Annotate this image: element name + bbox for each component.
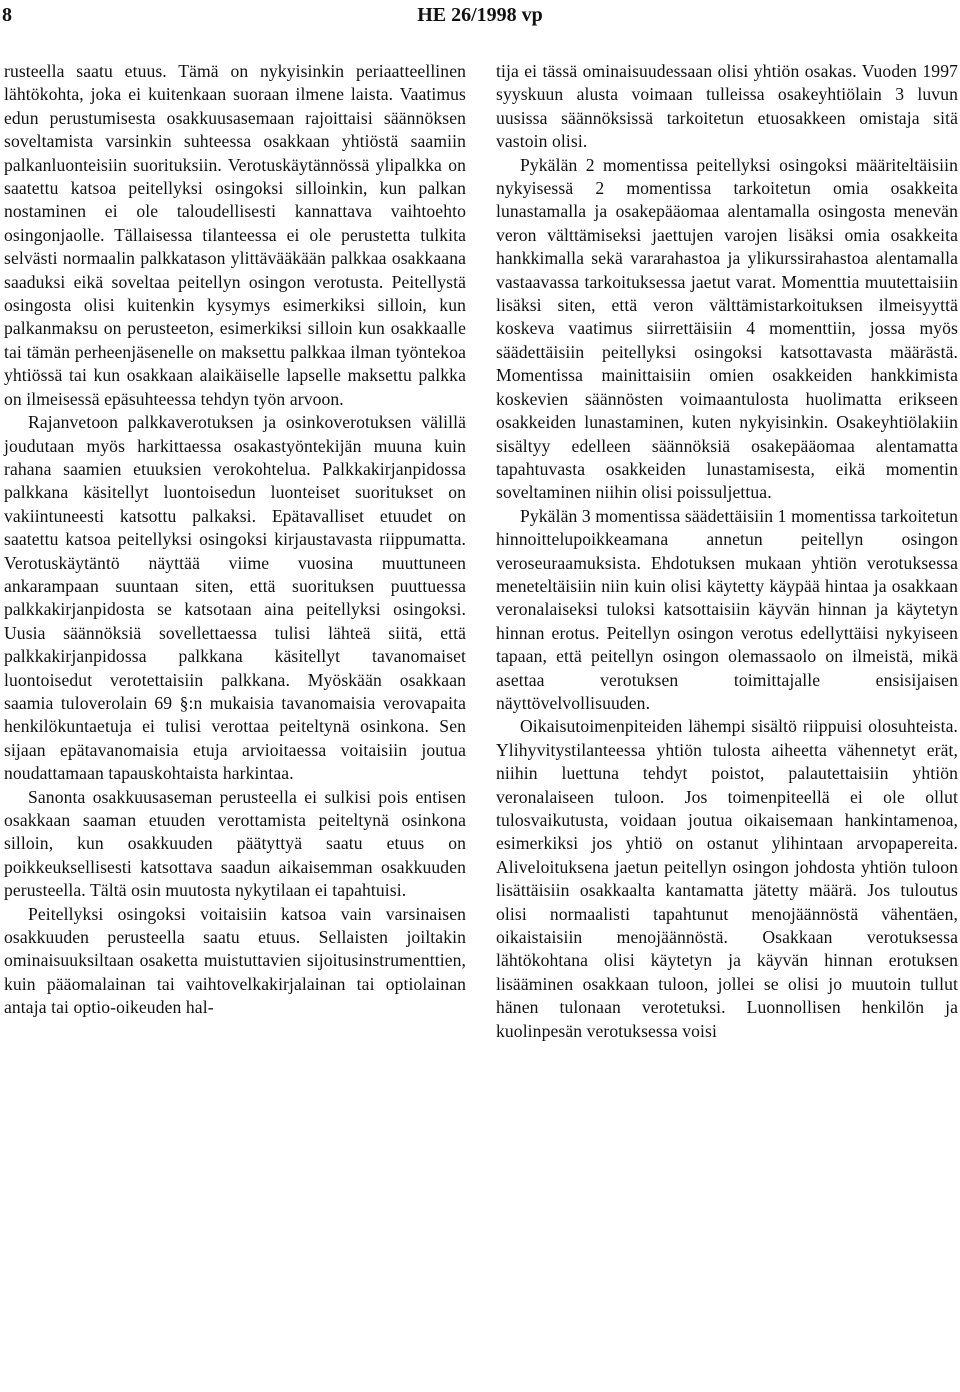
paragraph: Pykälän 3 momentissa säädettäisiin 1 momentissa tarkoitetun hinnoittelupoikkeamana annetun peitellyn osingon veroseuraamuksista. Ehdotuksen mukaan yhtiön verotuksessa meneteltäisiin niin kuin olisi käytetty käypää hintaa ja osakkaan veronalaiseksi tuloksi katsottaisiin käyvän hinnan ja käytetyn hinnan erotus. Peitellyn osingon verotus edellyttäisi nykyiseen tapaan, että peitellyn osingon olemassaolo on ilmeistä, mikä asettaa verotuksen toimittajalle ensisijaisen näyttövelvollisuuden. — [496, 505, 958, 713]
paragraph: Sanonta osakkuusaseman perusteella ei sulkisi pois entisen osakkaan saaman etuuden verottamista peiteltynä osinkona silloin, kun osakkuuden päätyttyä saatu etuus on poikkeuksellisesti katsottava saadun aikaisemman osakkuuden perusteella. Tältä osin muutosta nykytilaan ei tapahtuisi. — [4, 786, 466, 901]
paragraph: Rajanvetoon palkkaverotuksen ja osinkoverotuksen välillä joudutaan myös harkittaessa osakastyöntekijän muuna kuin rahana saamien etuuksien verokohtelua. Palkkakirjanpidossa palkkana käsitellyt luontoisedun luonteiset suoritukset on vakiintuneesti katsottu palkaksi. Epätavalliset etuudet on saatettu katsoa peitellyksi osingoksi kirjaustavasta riippumatta. Verotuskäytäntö näyttää viime vuosina muuttuneen ankarampaan suuntaan siten, että suorituksen puuttuessa palkkakirjanpidosta se katsotaan aina peitellyksi osingoksi. Uusia säännöksiä sovellettaessa tulisi lähteä siitä, että palkkakirjanpidossa palkkana käsitellyt tavanomaiset luontoisedut verotettaisiin palkkana. Myöskään osakkaan saamia tuloverolain 69 §:n mukaisia tavanomaisia verovapaita henkilökuntaetuja ei tulisi verottaa peiteltynä osinkona. Sen sijaan epätavanomaisia etuja arvioitaessa voitaisiin joutua noudattamaan tapauskohtaista harkintaa. — [4, 412, 466, 784]
right-column — [496, 60, 958, 1043]
left-column — [4, 60, 466, 1020]
document-id: HE 26/1998 vp — [417, 4, 543, 26]
paragraph: Pykälän 2 momentissa peitellyksi osingoksi määriteltäisiin nykyisessä 2 momentissa tarkoitetun omia osakkeita lunastamalla ja osakepääomaa alentamalla osingosta menevän veron välttämiseksi jaettujen varojen lisäksi omia osakkeita hankkimalla sekä vararahastoa ja ylikurssirahastoa alentamalla vastaavassa tarkoituksessa jaetut varat. Momenttia muutettaisiin lisäksi siten, että veron välttämistarkoituksen ilmeisyyttä koskeva vaatimus siirrettäisiin 4 momenttiin, jossa myös säädettäisiin peitellyksi osingoksi katsottavasta määrästä. Momentissa mainittaisiin omien osakkeiden hankkimista koskevien säännösten voimaantulosta huolimatta erikseen osakkeiden lunastaminen, kuten nykyisinkin. Osakeyhtiölakiin sisältyy edelleen säännöksiä osakepääomaa alentamatta tapahtuvasta osakkeiden lunastamisesta, eikä momentin soveltaminen niihin olisi poissuljettua. — [496, 154, 958, 503]
paragraph: Oikaisutoimenpiteiden lähempi sisältö riippuisi olosuhteista. Ylihyvitystilanteessa yhtiön tulosta aiheetta vähennetyt erät, niihin luettuna tehdyt poistot, palautettaisiin yhtiön veronalaiseen tuloon. Jos toimenpiteellä ei ole ollut tulosvaikutusta, voidaan joutua oikaisemaan hankintamenoa, esimerkiksi jos yhtiö on ostanut ylihintaan arvopapereita. Aliveloituksena jaetun peitellyn osingon johdosta yhtiön tuloon lisättäisiin osakkaalta kantamatta jätetty määrä. Jos tuloutus olisi normaalisti tapahtunut menojäännöstä vähentäen, oikaistaisiin menojäännöstä. Osakkaan verotuksessa lähtökohtana olisi käytetyn ja käyvän hinnan erotuksen lisääminen osakkaan tuloon, jollei se olisi jo muutoin tullut hänen tulonaan verotetuksi. Luonnollisen henkilön ja kuolinpesän verotuksessa voisi — [496, 716, 958, 1041]
page-header — [0, 4, 960, 34]
paragraph: tija ei tässä ominaisuudessaan olisi yhtiön osakas. Vuoden 1997 syyskuun alusta voimaan tulleissa osakeyhtiölain 3 luvun uusissa säännöksissä tarkoitetun etuosakkeen omistaja sitä vastoin olisi. — [496, 61, 958, 152]
paragraph: rusteella saatu etuus. Tämä on nykyisinkin periaatteellinen lähtökohta, joka ei kuitenkaan suoraan ilmene laista. Vaatimus edun perustumisesta osakkuusasemaan rajoittaisi säännöksen soveltamista varsinkin suhteessa osakkaan yhtiöstä saamiin palkanluonteisiin suorituksiin. Verotuskäytännössä ylipalkka on saatettu katsoa peitellyksi osingoksi silloinkin, kun palkan nostaminen ei ole taloudellisesti kannattava vaihtoehto osingonjaolle. Tällaisessa tilanteessa ei ole perustetta tulkita selvästi normaalin palkkatason ylittävääkään palkkaa osakkaana saaduksi eikä soveltaa peitellyn osingon verotusta. Peitellystä osingosta olisi kuitenkin kysymys esimerkiksi silloin, kun palkanmaksu on perusteeton, esimerkiksi silloin kun osakkaalle tai tämän perheenjäsenelle on maksettu palkkaa ilman työntekoa yhtiössä tai kun osakkaan alaikäiselle lapselle maksettu palkka on ilmeisessä epäsuhteessa tehdyn työn arvoon. — [4, 61, 466, 409]
page-number: 8 — [2, 4, 12, 26]
paragraph: Peitellyksi osingoksi voitaisiin katsoa vain varsinaisen osakkuuden perusteella saatu etuus. Sellaisten joiltakin ominaisuuksiltaan osaketta muistuttavien sijoitusinstrumenttien, kuin pääomalainan tai vaihtovelkakirjalainan tai optiolainan antaja tai optio-oikeuden hal- — [4, 903, 466, 1018]
